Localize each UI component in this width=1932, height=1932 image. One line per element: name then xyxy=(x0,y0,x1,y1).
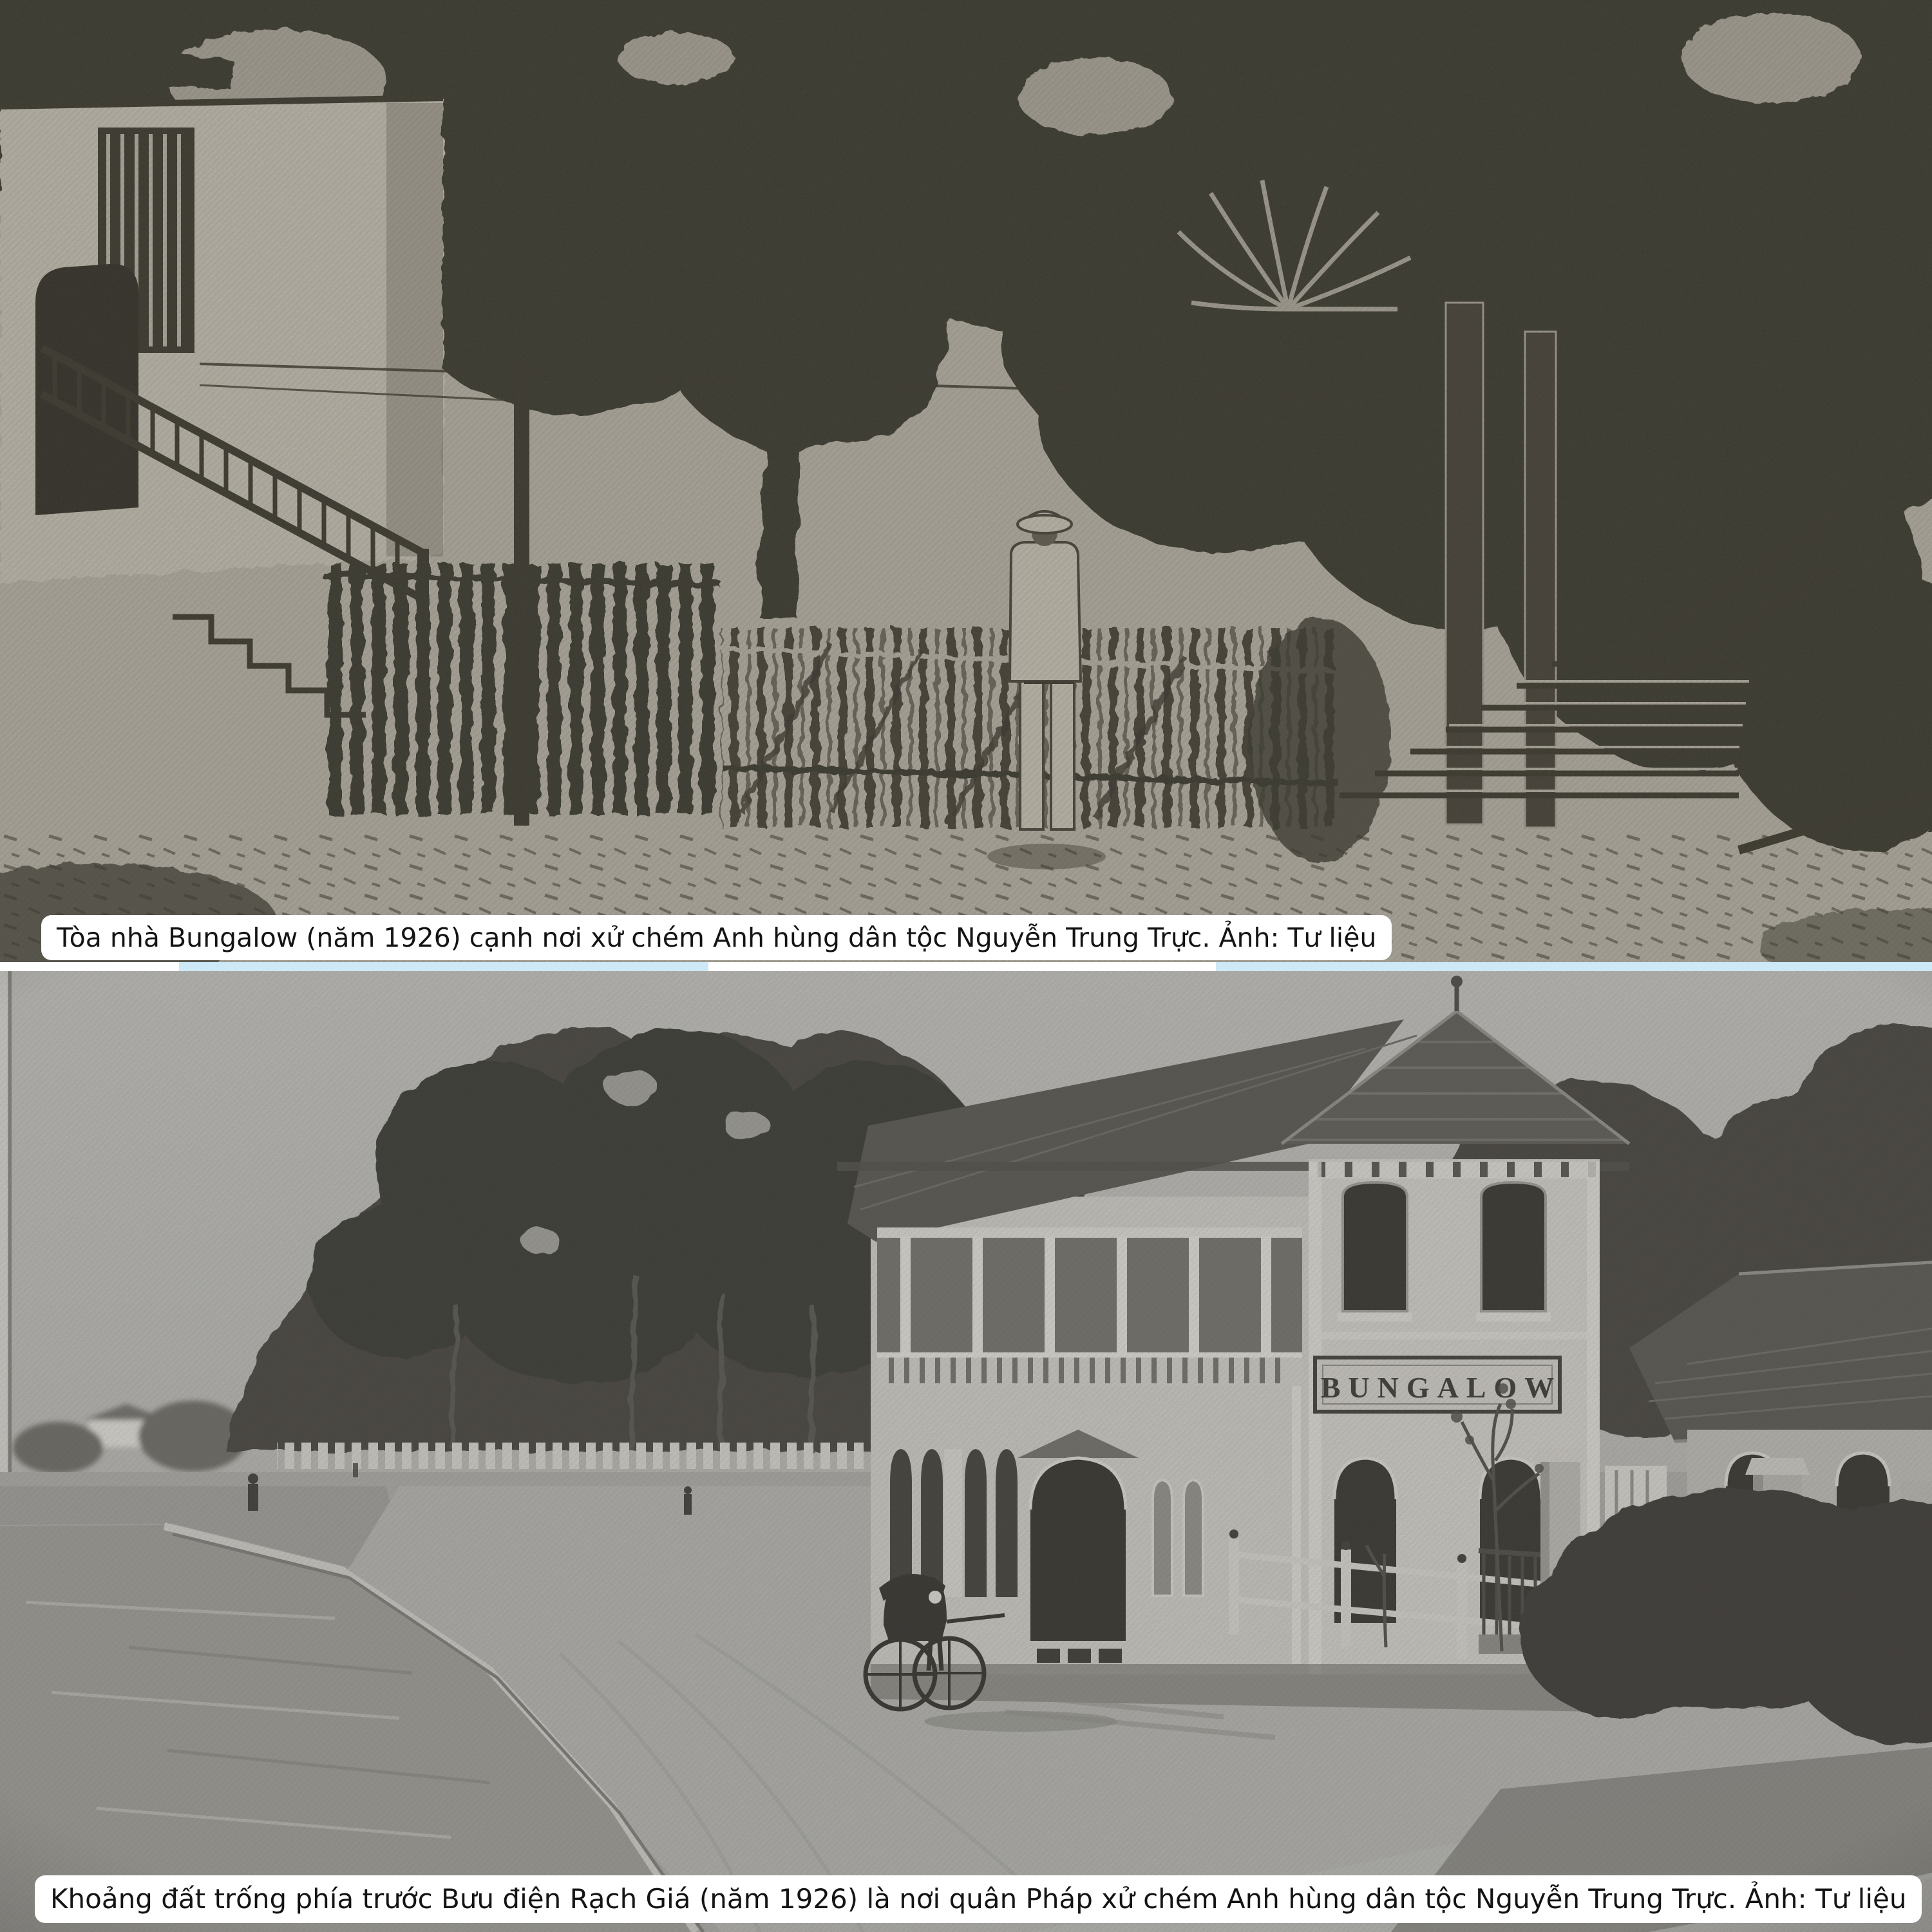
photo-scene xyxy=(0,971,1932,1932)
film-grain xyxy=(0,0,1932,963)
vignette xyxy=(0,971,1932,1932)
image-divider xyxy=(0,962,1932,971)
top-photo-caption: Tòa nhà Bungalow (năm 1926) cạnh nơi xử chém Anh hùng dân tộc Nguyễn Trung Trực. Ảnh: Tư liệu xyxy=(41,915,1392,960)
engraving-photo-top xyxy=(0,0,1932,963)
engraving-scene xyxy=(0,0,1932,963)
bottom-photo-caption: Khoảng đất trống phía trước Bưu điện Rạch Giá (năm 1926) là nơi quân Pháp xử chém Anh hùng dân tộc Nguyễn Trung Trực. Ảnh: Tư liệu xyxy=(35,1875,1922,1923)
divider-blue-segment xyxy=(1216,962,1932,971)
divider-blue-segment xyxy=(179,962,708,971)
photograph-bottom xyxy=(0,971,1932,1932)
